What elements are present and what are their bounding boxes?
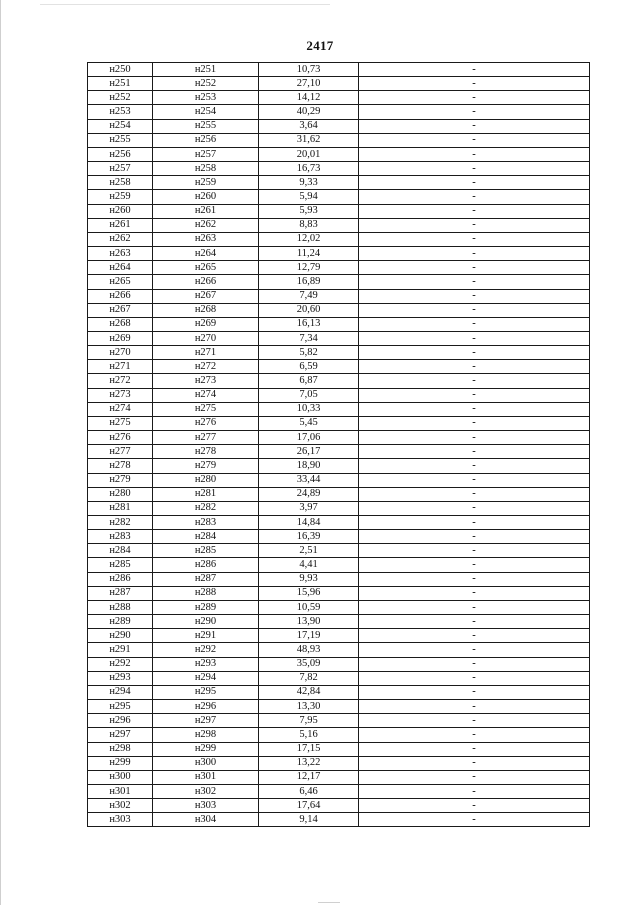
to-point-cell: н304 bbox=[153, 813, 259, 827]
to-point-cell: н264 bbox=[153, 247, 259, 261]
note-cell: - bbox=[359, 247, 590, 261]
to-point-cell: н285 bbox=[153, 544, 259, 558]
note-cell: - bbox=[359, 374, 590, 388]
note-cell: - bbox=[359, 459, 590, 473]
from-point-cell: н299 bbox=[88, 756, 153, 770]
table-row bbox=[88, 501, 590, 515]
distance-cell: 3,64 bbox=[259, 119, 359, 133]
note-cell: - bbox=[359, 204, 590, 218]
from-point-cell: н250 bbox=[88, 63, 153, 77]
from-point-cell: н289 bbox=[88, 615, 153, 629]
to-point-cell: н289 bbox=[153, 600, 259, 614]
note-cell: - bbox=[359, 77, 590, 91]
table-row bbox=[88, 657, 590, 671]
scan-edge-top bbox=[40, 4, 330, 5]
to-point-cell: н284 bbox=[153, 530, 259, 544]
from-point-cell: н256 bbox=[88, 147, 153, 161]
note-cell: - bbox=[359, 685, 590, 699]
to-point-cell: н297 bbox=[153, 714, 259, 728]
from-point-cell: н288 bbox=[88, 600, 153, 614]
to-point-cell: н259 bbox=[153, 176, 259, 190]
note-cell: - bbox=[359, 572, 590, 586]
distance-cell: 17,19 bbox=[259, 629, 359, 643]
to-point-cell: н272 bbox=[153, 360, 259, 374]
note-cell: - bbox=[359, 728, 590, 742]
distance-cell: 17,15 bbox=[259, 742, 359, 756]
table-row bbox=[88, 756, 590, 770]
table-row bbox=[88, 544, 590, 558]
page-number: 2417 bbox=[306, 38, 334, 53]
note-cell: - bbox=[359, 742, 590, 756]
from-point-cell: н302 bbox=[88, 799, 153, 813]
table-row bbox=[88, 615, 590, 629]
to-point-cell: н279 bbox=[153, 459, 259, 473]
note-cell: - bbox=[359, 600, 590, 614]
from-point-cell: н261 bbox=[88, 218, 153, 232]
distance-cell: 17,06 bbox=[259, 431, 359, 445]
distance-cell: 5,93 bbox=[259, 204, 359, 218]
distance-cell: 15,96 bbox=[259, 586, 359, 600]
note-cell: - bbox=[359, 657, 590, 671]
table-row bbox=[88, 275, 590, 289]
from-point-cell: н294 bbox=[88, 685, 153, 699]
table-row bbox=[88, 402, 590, 416]
table-row bbox=[88, 247, 590, 261]
to-point-cell: н263 bbox=[153, 232, 259, 246]
table-row bbox=[88, 685, 590, 699]
distance-cell: 2,51 bbox=[259, 544, 359, 558]
from-point-cell: н271 bbox=[88, 360, 153, 374]
table-row bbox=[88, 303, 590, 317]
table-body bbox=[88, 63, 590, 827]
distance-cell: 8,83 bbox=[259, 218, 359, 232]
table-row bbox=[88, 431, 590, 445]
table-row bbox=[88, 572, 590, 586]
from-point-cell: н263 bbox=[88, 247, 153, 261]
note-cell: - bbox=[359, 91, 590, 105]
table-row bbox=[88, 516, 590, 530]
distance-cell: 5,16 bbox=[259, 728, 359, 742]
from-point-cell: н292 bbox=[88, 657, 153, 671]
distance-cell: 6,46 bbox=[259, 784, 359, 798]
distance-cell: 9,93 bbox=[259, 572, 359, 586]
note-cell: - bbox=[359, 402, 590, 416]
from-point-cell: н259 bbox=[88, 190, 153, 204]
from-point-cell: н275 bbox=[88, 416, 153, 430]
distance-cell: 13,30 bbox=[259, 700, 359, 714]
to-point-cell: н300 bbox=[153, 756, 259, 770]
from-point-cell: н268 bbox=[88, 317, 153, 331]
note-cell: - bbox=[359, 331, 590, 345]
table-row bbox=[88, 77, 590, 91]
table-row bbox=[88, 162, 590, 176]
from-point-cell: н252 bbox=[88, 91, 153, 105]
from-point-cell: н301 bbox=[88, 784, 153, 798]
distance-cell: 10,59 bbox=[259, 600, 359, 614]
distance-cell: 7,34 bbox=[259, 331, 359, 345]
to-point-cell: н275 bbox=[153, 402, 259, 416]
distance-cell: 16,73 bbox=[259, 162, 359, 176]
to-point-cell: н269 bbox=[153, 317, 259, 331]
table-row bbox=[88, 331, 590, 345]
distance-cell: 5,94 bbox=[259, 190, 359, 204]
table-row bbox=[88, 232, 590, 246]
table-row bbox=[88, 147, 590, 161]
distance-cell: 10,73 bbox=[259, 63, 359, 77]
from-point-cell: н273 bbox=[88, 388, 153, 402]
note-cell: - bbox=[359, 190, 590, 204]
table-row bbox=[88, 218, 590, 232]
from-point-cell: н293 bbox=[88, 671, 153, 685]
to-point-cell: н271 bbox=[153, 346, 259, 360]
from-point-cell: н285 bbox=[88, 558, 153, 572]
from-point-cell: н281 bbox=[88, 501, 153, 515]
to-point-cell: н292 bbox=[153, 643, 259, 657]
table-row bbox=[88, 360, 590, 374]
to-point-cell: н265 bbox=[153, 261, 259, 275]
distance-cell: 35,09 bbox=[259, 657, 359, 671]
from-point-cell: н297 bbox=[88, 728, 153, 742]
from-point-cell: н296 bbox=[88, 714, 153, 728]
to-point-cell: н280 bbox=[153, 473, 259, 487]
note-cell: - bbox=[359, 416, 590, 430]
table-row bbox=[88, 91, 590, 105]
to-point-cell: н260 bbox=[153, 190, 259, 204]
to-point-cell: н282 bbox=[153, 501, 259, 515]
distance-cell: 27,10 bbox=[259, 77, 359, 91]
from-point-cell: н272 bbox=[88, 374, 153, 388]
table-row bbox=[88, 388, 590, 402]
note-cell: - bbox=[359, 445, 590, 459]
to-point-cell: н286 bbox=[153, 558, 259, 572]
from-point-cell: н279 bbox=[88, 473, 153, 487]
note-cell: - bbox=[359, 629, 590, 643]
distance-cell: 12,79 bbox=[259, 261, 359, 275]
scan-edge-left bbox=[0, 0, 1, 905]
from-point-cell: н300 bbox=[88, 770, 153, 784]
note-cell: - bbox=[359, 275, 590, 289]
distance-cell: 7,95 bbox=[259, 714, 359, 728]
from-point-cell: н254 bbox=[88, 119, 153, 133]
note-cell: - bbox=[359, 530, 590, 544]
to-point-cell: н293 bbox=[153, 657, 259, 671]
distance-cell: 40,29 bbox=[259, 105, 359, 119]
from-point-cell: н260 bbox=[88, 204, 153, 218]
to-point-cell: н283 bbox=[153, 516, 259, 530]
distance-cell: 20,01 bbox=[259, 147, 359, 161]
note-cell: - bbox=[359, 473, 590, 487]
table-row bbox=[88, 459, 590, 473]
to-point-cell: н302 bbox=[153, 784, 259, 798]
to-point-cell: н266 bbox=[153, 275, 259, 289]
distance-cell: 6,87 bbox=[259, 374, 359, 388]
distance-cell: 7,82 bbox=[259, 671, 359, 685]
table-row bbox=[88, 261, 590, 275]
distance-cell: 4,41 bbox=[259, 558, 359, 572]
note-cell: - bbox=[359, 615, 590, 629]
to-point-cell: н278 bbox=[153, 445, 259, 459]
note-cell: - bbox=[359, 119, 590, 133]
table-row bbox=[88, 728, 590, 742]
note-cell: - bbox=[359, 261, 590, 275]
from-point-cell: н287 bbox=[88, 586, 153, 600]
table-row bbox=[88, 416, 590, 430]
distance-cell: 13,22 bbox=[259, 756, 359, 770]
from-point-cell: н255 bbox=[88, 133, 153, 147]
to-point-cell: н262 bbox=[153, 218, 259, 232]
table-row bbox=[88, 629, 590, 643]
table-row bbox=[88, 586, 590, 600]
table-row bbox=[88, 487, 590, 501]
note-cell: - bbox=[359, 558, 590, 572]
table-row bbox=[88, 63, 590, 77]
distance-cell: 3,97 bbox=[259, 501, 359, 515]
table-row bbox=[88, 671, 590, 685]
note-cell: - bbox=[359, 487, 590, 501]
to-point-cell: н281 bbox=[153, 487, 259, 501]
to-point-cell: н287 bbox=[153, 572, 259, 586]
table-row bbox=[88, 643, 590, 657]
note-cell: - bbox=[359, 586, 590, 600]
note-cell: - bbox=[359, 317, 590, 331]
note-cell: - bbox=[359, 431, 590, 445]
note-cell: - bbox=[359, 799, 590, 813]
distance-cell: 24,89 bbox=[259, 487, 359, 501]
table-row bbox=[88, 374, 590, 388]
note-cell: - bbox=[359, 162, 590, 176]
distance-cell: 18,90 bbox=[259, 459, 359, 473]
distance-cell: 7,49 bbox=[259, 289, 359, 303]
distance-cell: 12,17 bbox=[259, 770, 359, 784]
note-cell: - bbox=[359, 643, 590, 657]
distance-cell: 16,89 bbox=[259, 275, 359, 289]
to-point-cell: н274 bbox=[153, 388, 259, 402]
from-point-cell: н280 bbox=[88, 487, 153, 501]
table-row bbox=[88, 473, 590, 487]
note-cell: - bbox=[359, 105, 590, 119]
to-point-cell: н256 bbox=[153, 133, 259, 147]
distance-cell: 16,39 bbox=[259, 530, 359, 544]
from-point-cell: н269 bbox=[88, 331, 153, 345]
distance-cell: 5,82 bbox=[259, 346, 359, 360]
distance-cell: 7,05 bbox=[259, 388, 359, 402]
distance-cell: 9,33 bbox=[259, 176, 359, 190]
distance-cell: 16,13 bbox=[259, 317, 359, 331]
to-point-cell: н252 bbox=[153, 77, 259, 91]
to-point-cell: н255 bbox=[153, 119, 259, 133]
distance-cell: 17,64 bbox=[259, 799, 359, 813]
note-cell: - bbox=[359, 303, 590, 317]
from-point-cell: н258 bbox=[88, 176, 153, 190]
to-point-cell: н254 bbox=[153, 105, 259, 119]
distance-cell: 42,84 bbox=[259, 685, 359, 699]
from-point-cell: н283 bbox=[88, 530, 153, 544]
note-cell: - bbox=[359, 133, 590, 147]
from-point-cell: н295 bbox=[88, 700, 153, 714]
table-row bbox=[88, 133, 590, 147]
table-row bbox=[88, 530, 590, 544]
from-point-cell: н278 bbox=[88, 459, 153, 473]
table-row bbox=[88, 813, 590, 827]
to-point-cell: н295 bbox=[153, 685, 259, 699]
boundary-points-table bbox=[87, 62, 590, 827]
table-row bbox=[88, 558, 590, 572]
from-point-cell: н290 bbox=[88, 629, 153, 643]
to-point-cell: н296 bbox=[153, 700, 259, 714]
note-cell: - bbox=[359, 360, 590, 374]
from-point-cell: н266 bbox=[88, 289, 153, 303]
note-cell: - bbox=[359, 544, 590, 558]
table-row bbox=[88, 204, 590, 218]
from-point-cell: н303 bbox=[88, 813, 153, 827]
note-cell: - bbox=[359, 714, 590, 728]
to-point-cell: н258 bbox=[153, 162, 259, 176]
from-point-cell: н257 bbox=[88, 162, 153, 176]
distance-cell: 48,93 bbox=[259, 643, 359, 657]
to-point-cell: н270 bbox=[153, 331, 259, 345]
scan-edge-bottom bbox=[318, 902, 340, 903]
note-cell: - bbox=[359, 813, 590, 827]
to-point-cell: н291 bbox=[153, 629, 259, 643]
note-cell: - bbox=[359, 770, 590, 784]
table-row bbox=[88, 190, 590, 204]
from-point-cell: н284 bbox=[88, 544, 153, 558]
note-cell: - bbox=[359, 501, 590, 515]
table-row bbox=[88, 317, 590, 331]
distance-cell: 9,14 bbox=[259, 813, 359, 827]
table-row bbox=[88, 346, 590, 360]
note-cell: - bbox=[359, 700, 590, 714]
from-point-cell: н267 bbox=[88, 303, 153, 317]
distance-cell: 5,45 bbox=[259, 416, 359, 430]
distance-cell: 6,59 bbox=[259, 360, 359, 374]
distance-cell: 13,90 bbox=[259, 615, 359, 629]
to-point-cell: н301 bbox=[153, 770, 259, 784]
to-point-cell: н298 bbox=[153, 728, 259, 742]
distance-cell: 10,33 bbox=[259, 402, 359, 416]
distance-cell: 31,62 bbox=[259, 133, 359, 147]
to-point-cell: н253 bbox=[153, 91, 259, 105]
note-cell: - bbox=[359, 63, 590, 77]
from-point-cell: н262 bbox=[88, 232, 153, 246]
to-point-cell: н257 bbox=[153, 147, 259, 161]
from-point-cell: н291 bbox=[88, 643, 153, 657]
note-cell: - bbox=[359, 756, 590, 770]
table-row bbox=[88, 119, 590, 133]
to-point-cell: н288 bbox=[153, 586, 259, 600]
table-row bbox=[88, 770, 590, 784]
from-point-cell: н274 bbox=[88, 402, 153, 416]
note-cell: - bbox=[359, 289, 590, 303]
table-row bbox=[88, 742, 590, 756]
to-point-cell: н267 bbox=[153, 289, 259, 303]
to-point-cell: н268 bbox=[153, 303, 259, 317]
to-point-cell: н294 bbox=[153, 671, 259, 685]
note-cell: - bbox=[359, 784, 590, 798]
to-point-cell: н303 bbox=[153, 799, 259, 813]
note-cell: - bbox=[359, 218, 590, 232]
table-row bbox=[88, 176, 590, 190]
note-cell: - bbox=[359, 671, 590, 685]
from-point-cell: н298 bbox=[88, 742, 153, 756]
distance-cell: 11,24 bbox=[259, 247, 359, 261]
note-cell: - bbox=[359, 232, 590, 246]
to-point-cell: н261 bbox=[153, 204, 259, 218]
table-row bbox=[88, 784, 590, 798]
to-point-cell: н251 bbox=[153, 63, 259, 77]
to-point-cell: н276 bbox=[153, 416, 259, 430]
note-cell: - bbox=[359, 147, 590, 161]
distance-cell: 26,17 bbox=[259, 445, 359, 459]
distance-cell: 14,12 bbox=[259, 91, 359, 105]
distance-cell: 33,44 bbox=[259, 473, 359, 487]
to-point-cell: н299 bbox=[153, 742, 259, 756]
from-point-cell: н264 bbox=[88, 261, 153, 275]
distance-cell: 14,84 bbox=[259, 516, 359, 530]
to-point-cell: н290 bbox=[153, 615, 259, 629]
from-point-cell: н253 bbox=[88, 105, 153, 119]
from-point-cell: н286 bbox=[88, 572, 153, 586]
to-point-cell: н273 bbox=[153, 374, 259, 388]
note-cell: - bbox=[359, 388, 590, 402]
note-cell: - bbox=[359, 346, 590, 360]
table-row bbox=[88, 289, 590, 303]
table-row bbox=[88, 600, 590, 614]
from-point-cell: н265 bbox=[88, 275, 153, 289]
to-point-cell: н277 bbox=[153, 431, 259, 445]
from-point-cell: н251 bbox=[88, 77, 153, 91]
from-point-cell: н277 bbox=[88, 445, 153, 459]
table-row bbox=[88, 445, 590, 459]
table-row bbox=[88, 700, 590, 714]
distance-cell: 12,02 bbox=[259, 232, 359, 246]
note-cell: - bbox=[359, 516, 590, 530]
note-cell: - bbox=[359, 176, 590, 190]
distance-cell: 20,60 bbox=[259, 303, 359, 317]
from-point-cell: н282 bbox=[88, 516, 153, 530]
from-point-cell: н276 bbox=[88, 431, 153, 445]
table-row bbox=[88, 799, 590, 813]
from-point-cell: н270 bbox=[88, 346, 153, 360]
table-row bbox=[88, 105, 590, 119]
table-row bbox=[88, 714, 590, 728]
